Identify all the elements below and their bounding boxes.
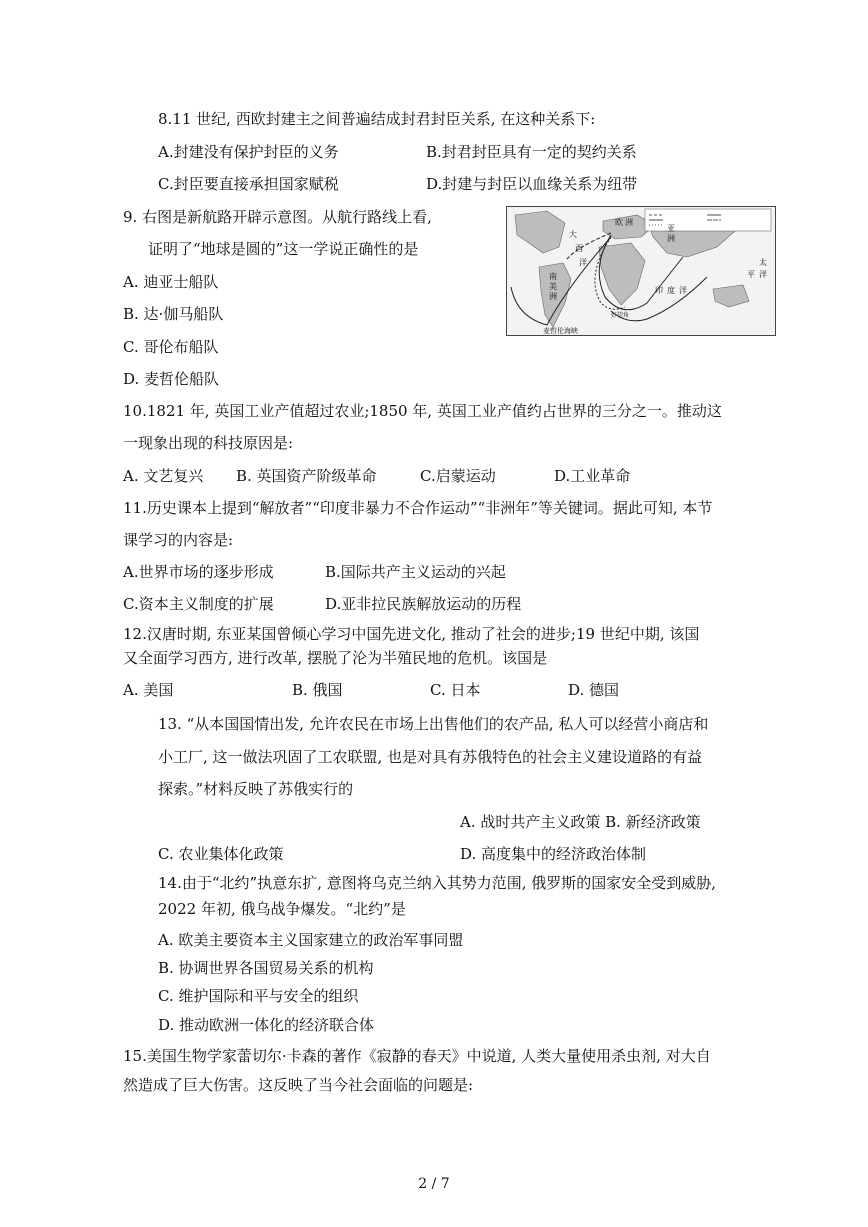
- new-sea-routes-map: [506, 206, 776, 336]
- map-label: 大: [569, 230, 577, 239]
- q14-stem-2: 2022 年初, 俄乌战争爆发。“北约”是: [158, 900, 406, 918]
- q14-option-c: C. 维护国际和平与安全的组织: [158, 987, 359, 1005]
- q9-option-d: D. 麦哲伦船队: [123, 370, 220, 388]
- q8-option-a: A.封建没有保护封臣的义务: [158, 143, 339, 161]
- q12-option-a: A. 美国: [123, 681, 174, 699]
- q8-option-b: B.封君封臣具有一定的契约关系: [426, 143, 637, 161]
- q10-option-a: A. 文艺复兴: [123, 467, 204, 485]
- q14-option-d: D. 推动欧洲一体化的经济联合体: [158, 1016, 375, 1034]
- map-label: 洋: [579, 258, 587, 267]
- q12-stem-2: 又全面学习西方, 进行改革, 摆脱了沦为半殖民地的危机。该国是: [123, 649, 548, 667]
- map-label: 麦哲伦海峡: [543, 327, 578, 335]
- page-number: 2 / 7: [418, 1176, 450, 1192]
- q10-option-b: B. 英国资产阶级革命: [236, 467, 377, 485]
- q12-option-d: D. 德国: [568, 681, 620, 699]
- q11-option-b: B.国际共产主义运动的兴起: [325, 563, 506, 581]
- q11-stem-2: 课学习的内容是:: [123, 531, 234, 549]
- q10-option-d: D.工业革命: [554, 467, 631, 485]
- q13-option-ab: A. 战时共产主义政策 B. 新经济政策: [460, 813, 701, 831]
- map-label: 南: [549, 272, 557, 281]
- q14-option-b: B. 协调世界各国贸易关系的机构: [158, 959, 374, 977]
- q15-stem-1: 15.美国生物学家蕾切尔·卡森的著作《寂静的春天》中说道, 人类大量使用杀虫剂, 对大自: [123, 1047, 711, 1065]
- q9-stem-2: 证明了“地球是圆的”这一学说正确性的是: [148, 240, 419, 258]
- q11-option-a: A.世界市场的逐步形成: [123, 563, 274, 581]
- q13-option-d: D. 高度集中的经济政治体制: [460, 845, 647, 863]
- q15-stem-2: 然造成了巨大伤害。这反映了当今社会面临的问题是:: [123, 1076, 474, 1094]
- map-label: 太: [759, 258, 767, 267]
- q13-stem-2: 小工厂, 这一做法巩固了工农联盟, 也是对具有苏俄特色的社会主义建设道路的有益: [158, 748, 703, 766]
- map-label: 好望角: [611, 312, 630, 319]
- map-label: 洋: [759, 270, 767, 279]
- q12-option-b: B. 俄国: [292, 681, 343, 699]
- q12-option-c: C. 日本: [430, 681, 481, 699]
- q8-option-c: C.封臣要直接承担国家赋税: [158, 175, 339, 193]
- q11-stem-1: 11.历史课本上提到“解放者”“印度非暴力不合作运动”“非洲年”等关键词。据此可知, 本节: [123, 499, 713, 517]
- map-label: 西: [575, 244, 583, 253]
- map-label: 美: [549, 282, 557, 291]
- q13-option-c: C. 农业集体化政策: [158, 845, 284, 863]
- q13-stem-3: 探索。”材料反映了苏俄实行的: [158, 780, 354, 798]
- q9-option-b: B. 达·伽马船队: [123, 305, 224, 323]
- q9-option-a: A. 迪亚士船队: [123, 273, 219, 291]
- map-label: 洲: [549, 292, 557, 301]
- map-label: 平: [747, 270, 755, 279]
- map-graphic: [507, 207, 775, 335]
- map-label: 洲: [667, 234, 675, 243]
- q10-option-c: C.启蒙运动: [420, 467, 496, 485]
- q11-option-c: C.资本主义制度的扩展: [123, 595, 274, 613]
- map-label: 欧: [615, 218, 623, 227]
- map-label: 洋: [679, 286, 687, 295]
- q9-stem-1: 9. 右图是新航路开辟示意图。从航行路线上看,: [123, 208, 432, 226]
- q10-stem-2: 一现象出现的科技原因是:: [123, 434, 294, 452]
- q14-stem-1: 14.由于“北约”执意东扩, 意图将乌克兰纳入其势力范围, 俄罗斯的国家安全受到威胁,: [158, 874, 717, 892]
- q8-stem: 8.11 世纪, 西欧封建主之间普遍结成封君封臣关系, 在这种关系下:: [158, 110, 596, 128]
- map-label: 印: [655, 286, 663, 295]
- q8-option-d: D.封建与封臣以血缘关系为纽带: [426, 175, 638, 193]
- q11-option-d: D.亚非拉民族解放运动的历程: [325, 595, 522, 613]
- map-label: 度: [667, 286, 675, 295]
- q13-stem-1: 13. “从本国国情出发, 允许农民在市场上出售他们的农产品, 私人可以经营小商店和: [158, 715, 709, 733]
- q10-stem-1: 10.1821 年, 英国工业产值超过农业;1850 年, 英国工业产值约占世界的三分之一。推动这: [123, 402, 722, 420]
- q14-option-a: A. 欧美主要资本主义国家建立的政治军事同盟: [158, 931, 464, 949]
- q12-stem-1: 12.汉唐时期, 东亚某国曾倾心学习中国先进文化, 推动了社会的进步;19 世纪中期, 该国: [123, 625, 700, 643]
- map-label: 洲: [625, 218, 633, 227]
- q9-option-c: C. 哥伦布船队: [123, 338, 219, 356]
- map-label: 亚: [667, 224, 675, 233]
